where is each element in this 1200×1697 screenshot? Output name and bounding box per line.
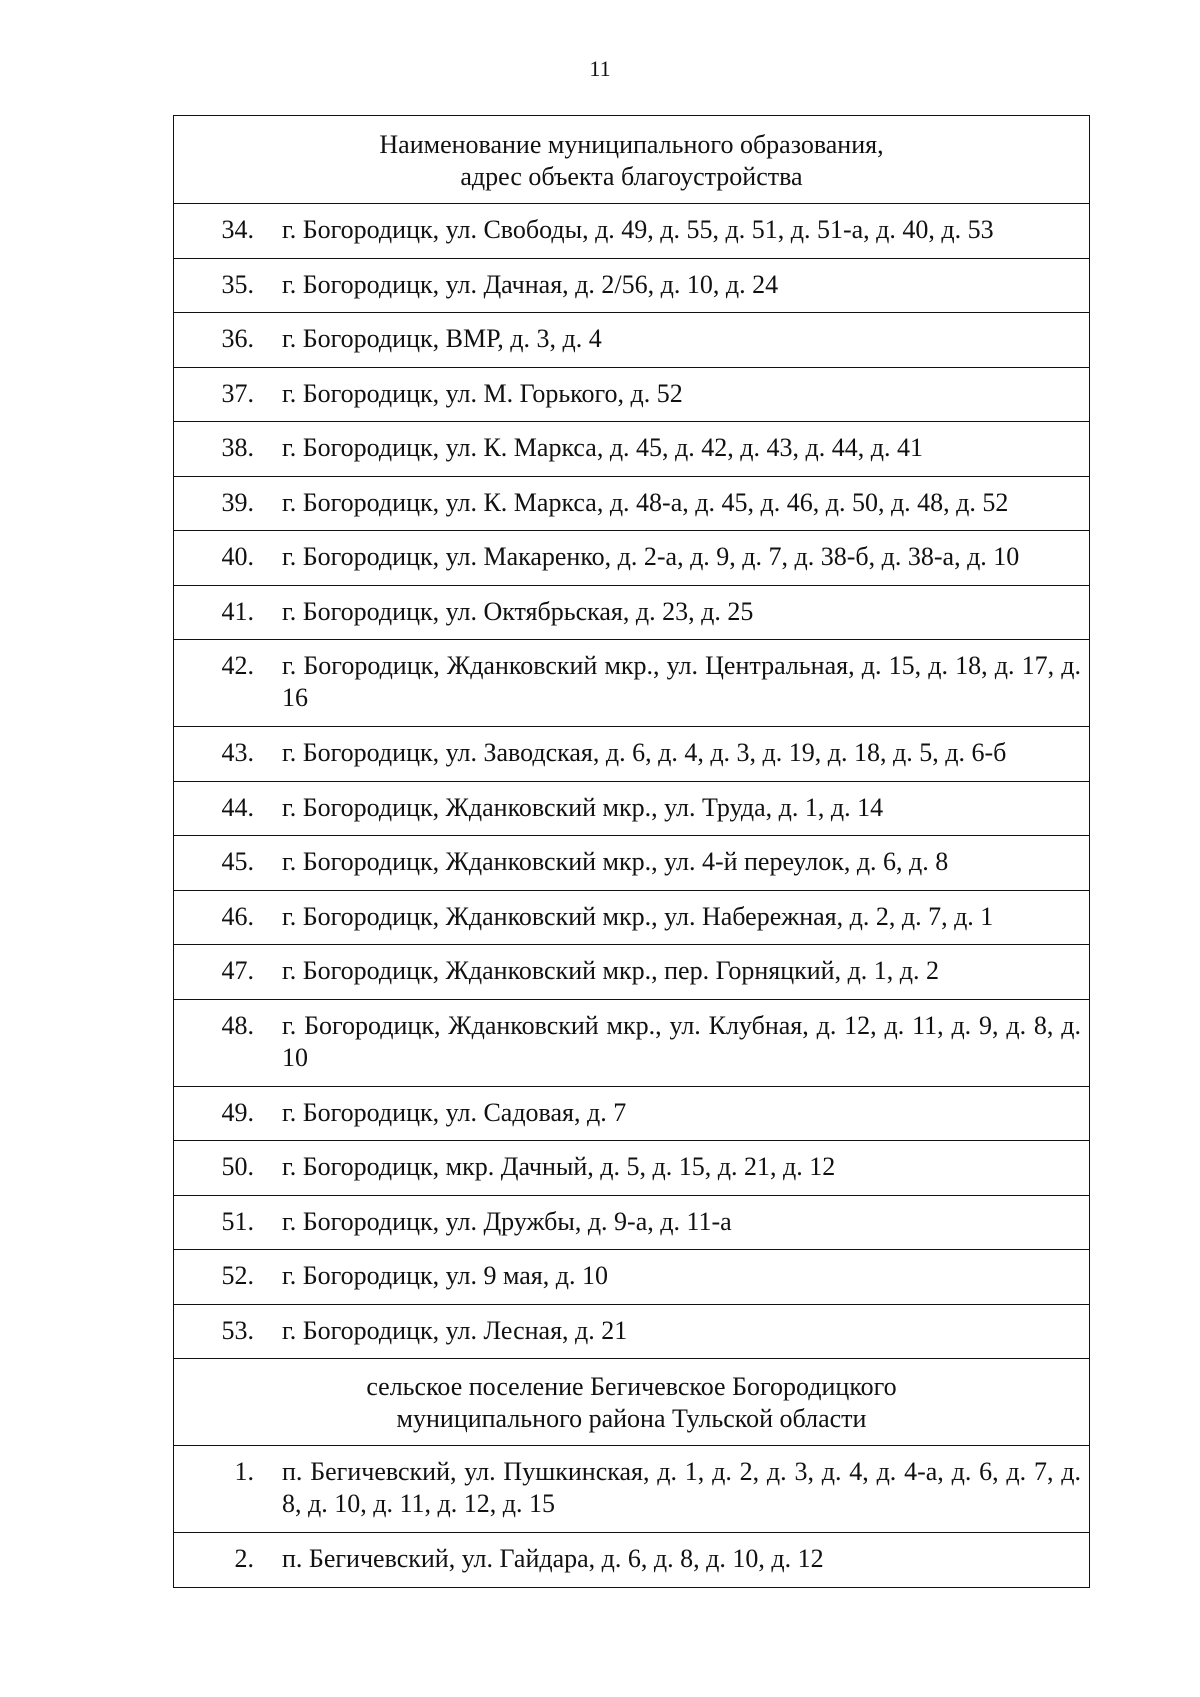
row-number: 49. xyxy=(221,1097,254,1127)
page-number: 11 xyxy=(589,56,611,81)
row-address: п. Бегичевский, ул. Гайдара, д. 6, д. 8, д. 10, д. 12 xyxy=(282,1544,824,1573)
row-number: 36. xyxy=(221,324,254,353)
table-row xyxy=(174,890,1089,945)
row-address: г. Богородицк, ул. Дружбы, д. 9-а, д. 11-а xyxy=(282,1206,732,1236)
row-number: 44. xyxy=(221,792,254,822)
row-address: г. Богородицк, Жданковский мкр., ул. Труда, д. 1, д. 14 xyxy=(282,792,884,822)
row-number: 37. xyxy=(221,378,254,408)
row-address: г. Богородицк, ул. Садовая, д. 7 xyxy=(282,1097,627,1127)
row-number: 46. xyxy=(221,901,254,931)
table-row xyxy=(174,367,1089,422)
row-address: г. Богородицк, ул. М. Горького, д. 52 xyxy=(282,378,683,408)
row-number: 2. xyxy=(234,1544,254,1573)
row-number: 43. xyxy=(221,738,254,767)
row-address: г. Богородицк, ул. Лесная, д. 21 xyxy=(282,1315,628,1345)
row-address: п. Бегичевский, ул. Пушкинская, д. 1, д. 2, д. 3, д. 4, д. 4-а, д. 6, д. 7, д. 8, д. 10, д. 11, д. 12, д. 15 xyxy=(282,1457,1081,1518)
table-row xyxy=(174,585,1089,640)
row-number: 38. xyxy=(221,433,254,462)
table-row xyxy=(174,476,1089,531)
table-row xyxy=(174,312,1089,367)
row-address: г. Богородицк, Жданковский мкр., ул. Центральная, д. 15, д. 18, д. 17, д. 16 xyxy=(282,651,1081,712)
row-number: 41. xyxy=(221,596,254,626)
row-number: 50. xyxy=(221,1152,254,1181)
table-row xyxy=(174,1445,1089,1532)
table-row xyxy=(174,944,1089,999)
table-row xyxy=(174,1195,1089,1250)
table-row xyxy=(174,258,1089,313)
table-row xyxy=(174,781,1089,836)
header-line: адрес объекта благоустройства xyxy=(460,161,803,191)
header-line: Наименование муниципального образования, xyxy=(379,129,884,159)
row-number: 47. xyxy=(221,956,254,985)
row-number: 45. xyxy=(221,847,254,876)
row-number: 52. xyxy=(221,1261,254,1290)
table-row xyxy=(174,1532,1089,1587)
row-number: 40. xyxy=(221,542,254,571)
section-line: муниципального района Тульской области xyxy=(396,1404,867,1433)
row-address: г. Богородицк, ул. Макаренко, д. 2-а, д. 9, д. 7, д. 38-б, д. 38-а, д. 10 xyxy=(282,542,1020,571)
table-row xyxy=(174,1304,1089,1359)
row-address: г. Богородицк, Жданковский мкр., ул. 4-й переулок, д. 6, д. 8 xyxy=(282,847,949,876)
row-address: г. Богородицк, Жданковский мкр., пер. Горняцкий, д. 1, д. 2 xyxy=(282,956,940,985)
table-row xyxy=(174,726,1089,781)
table-row xyxy=(174,835,1089,890)
row-number: 48. xyxy=(221,1010,254,1040)
row-address: г. Богородицк, ул. Октябрьская, д. 23, д. 25 xyxy=(282,596,754,626)
row-number: 42. xyxy=(221,651,254,680)
row-address: г. Богородицк, ул. К. Маркса, д. 48-а, д. 45, д. 46, д. 50, д. 48, д. 52 xyxy=(282,487,1009,517)
row-number: 39. xyxy=(221,487,254,517)
row-number: 1. xyxy=(234,1457,254,1486)
section-line: сельское поселение Бегичевское Богородицкого xyxy=(366,1372,897,1401)
table-row xyxy=(174,639,1089,726)
table-header xyxy=(174,116,1089,203)
row-number: 35. xyxy=(221,269,254,299)
table-row xyxy=(174,530,1089,585)
row-number: 34. xyxy=(221,215,254,244)
row-address: г. Богородицк, ул. 9 мая, д. 10 xyxy=(282,1261,608,1290)
row-number: 51. xyxy=(221,1206,254,1236)
table-row xyxy=(174,421,1089,476)
table-row xyxy=(174,203,1089,258)
row-address: г. Богородицк, ул. Заводская, д. 6, д. 4, д. 3, д. 19, д. 18, д. 5, д. 6-б xyxy=(282,738,1007,767)
row-address: г. Богородицк, ул. Свободы, д. 49, д. 55, д. 51, д. 51-а, д. 40, д. 53 xyxy=(282,215,994,244)
row-address: г. Богородицк, Жданковский мкр., ул. Набережная, д. 2, д. 7, д. 1 xyxy=(282,901,994,931)
table-row xyxy=(174,1140,1089,1195)
row-address: г. Богородицк, мкр. Дачный, д. 5, д. 15, д. 21, д. 12 xyxy=(282,1152,836,1181)
section-heading xyxy=(174,1358,1089,1445)
table-row xyxy=(174,999,1089,1086)
row-address: г. Богородицк, ул. К. Маркса, д. 45, д. 42, д. 43, д. 44, д. 41 xyxy=(282,433,923,462)
row-number: 53. xyxy=(221,1315,254,1345)
table-row xyxy=(174,1086,1089,1141)
address-table xyxy=(173,115,1090,1588)
row-address: г. Богородицк, Жданковский мкр., ул. Клубная, д. 12, д. 11, д. 9, д. 8, д. 10 xyxy=(282,1010,1081,1072)
table-row xyxy=(174,1249,1089,1304)
row-address: г. Богородицк, ул. Дачная, д. 2/56, д. 10, д. 24 xyxy=(282,269,779,299)
row-address: г. Богородицк, ВМР, д. 3, д. 4 xyxy=(282,324,602,353)
